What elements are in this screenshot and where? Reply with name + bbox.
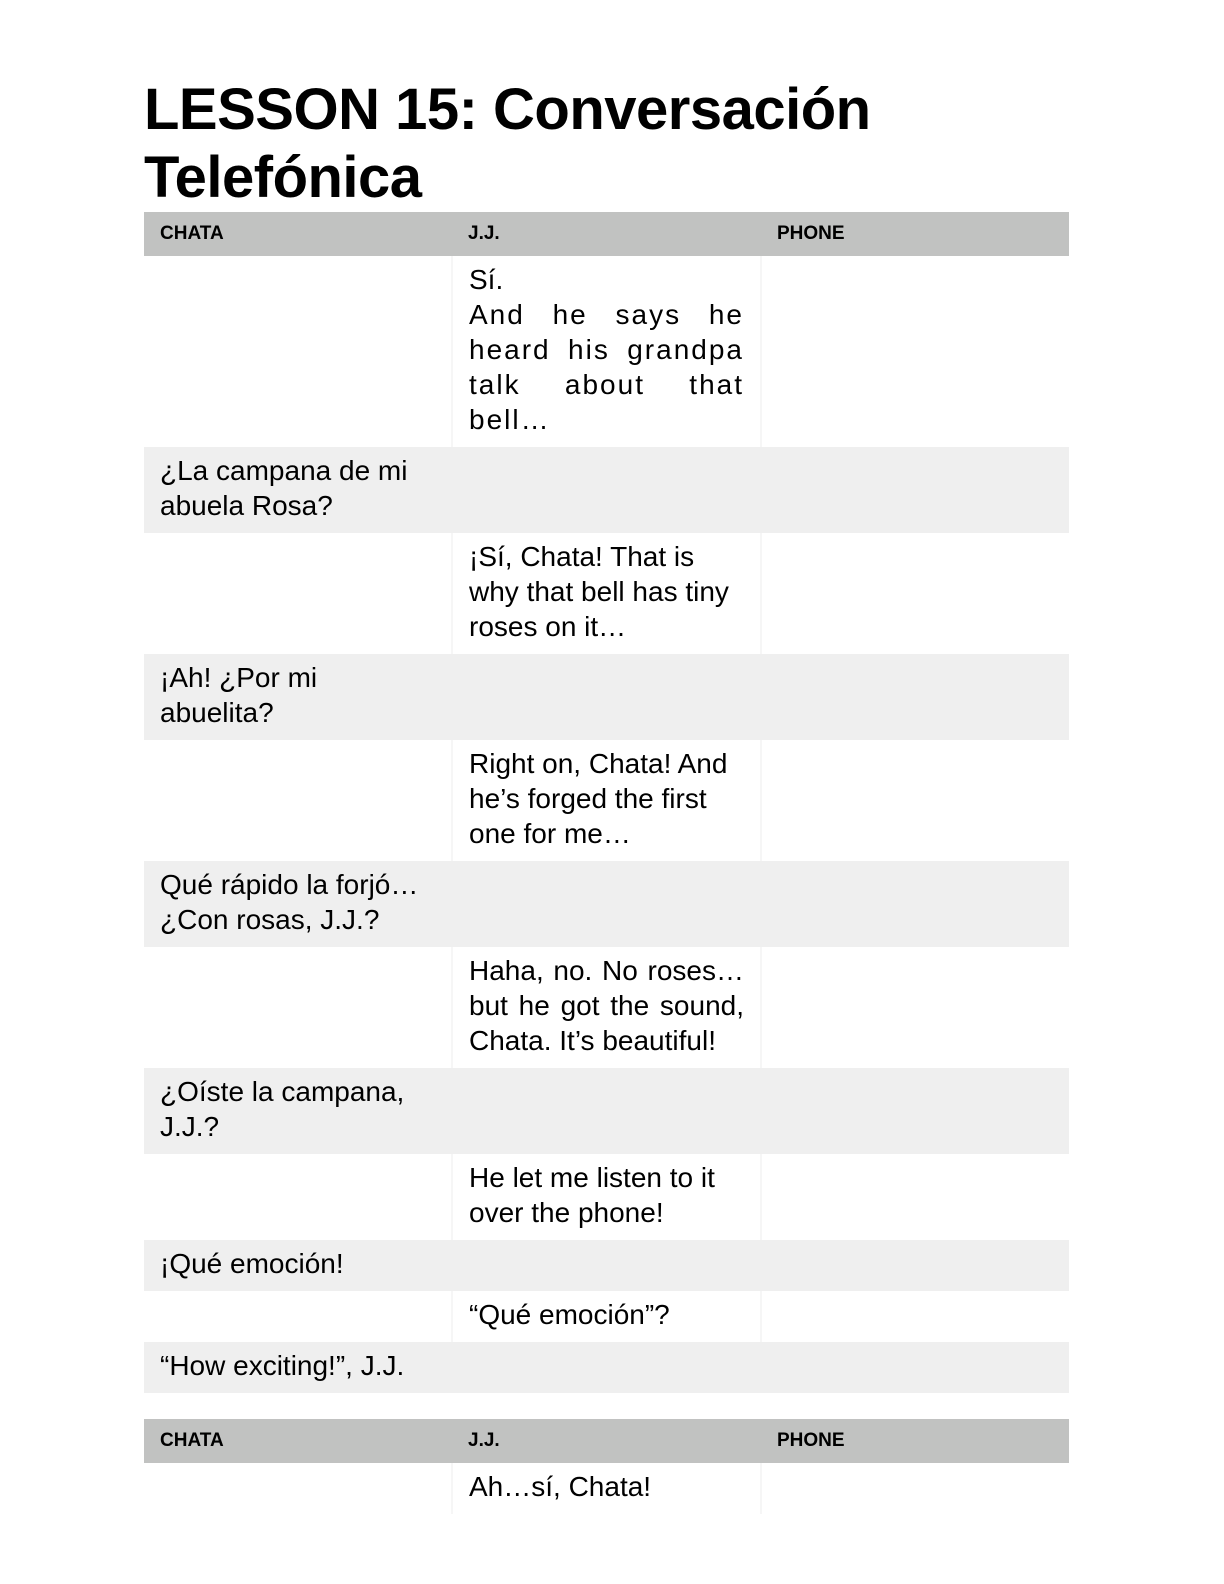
- phone-cell: [761, 256, 1069, 447]
- phone-cell: [761, 533, 1069, 654]
- dialogue-table: [144, 212, 1069, 1393]
- phone-cell: [761, 1463, 1069, 1514]
- lesson-page: [144, 76, 1069, 1514]
- jj-cell: ¡Sí, Chata! That is why that bell has tiny roses on it…: [452, 533, 761, 654]
- table-row: [144, 1240, 1069, 1291]
- jj-cell: [452, 1342, 761, 1393]
- chata-cell: ¡Ah! ¿Por mi abuelita?: [144, 654, 452, 740]
- page-title-line2: Telefónica: [144, 145, 422, 210]
- header-phone: PHONE: [761, 212, 1069, 256]
- dialogue-table-continued: [144, 1419, 1069, 1514]
- table-row: [144, 256, 1069, 447]
- header-jj: J.J.: [452, 1419, 761, 1463]
- jj-cell: [452, 861, 761, 947]
- jj-cell: [452, 654, 761, 740]
- chata-cell: [144, 256, 452, 447]
- table-row: [144, 740, 1069, 861]
- header-jj: J.J.: [452, 212, 761, 256]
- header-chata: CHATA: [144, 1419, 452, 1463]
- phone-cell: [761, 861, 1069, 947]
- jj-cell: [452, 1240, 761, 1291]
- phone-cell: [761, 654, 1069, 740]
- table-header-row: [144, 212, 1069, 256]
- table-row: [144, 947, 1069, 1068]
- phone-cell: [761, 1154, 1069, 1240]
- page-title-line1: LESSON 15: Conversación: [144, 77, 871, 142]
- phone-cell: [761, 1240, 1069, 1291]
- phone-cell: [761, 947, 1069, 1068]
- chata-cell: “How exciting!”, J.J.: [144, 1342, 452, 1393]
- jj-cell: He let me listen to it over the phone!: [452, 1154, 761, 1240]
- chata-cell: [144, 740, 452, 861]
- jj-cell-line: Sí.: [469, 264, 504, 295]
- chata-cell: Qué rápido la forjó… ¿Con rosas, J.J.?: [144, 861, 452, 947]
- table-row: [144, 1068, 1069, 1154]
- table-row: [144, 861, 1069, 947]
- header-phone: PHONE: [761, 1419, 1069, 1463]
- jj-cell: “Qué emoción”?: [452, 1291, 761, 1342]
- chata-cell: [144, 1291, 452, 1342]
- jj-cell: Haha, no. No roses… but he got the sound, Chata. It’s beautiful!: [452, 947, 761, 1068]
- table-row: [144, 447, 1069, 533]
- jj-cell-line: And he says he heard his grandpa talk about that bell…: [469, 299, 744, 435]
- table-row: [144, 1463, 1069, 1514]
- phone-cell: [761, 1068, 1069, 1154]
- phone-cell: [761, 1291, 1069, 1342]
- chata-cell: [144, 947, 452, 1068]
- jj-cell: Right on, Chata! And he’s forged the first one for me…: [452, 740, 761, 861]
- chata-cell: ¡Qué emoción!: [144, 1240, 452, 1291]
- table-row: [144, 1342, 1069, 1393]
- header-chata: CHATA: [144, 212, 452, 256]
- jj-cell: Ah…sí, Chata!: [452, 1463, 761, 1514]
- table-row: [144, 654, 1069, 740]
- phone-cell: [761, 740, 1069, 861]
- jj-cell: [452, 447, 761, 533]
- chata-cell: [144, 1154, 452, 1240]
- chata-cell: [144, 1463, 452, 1514]
- table-row: [144, 1291, 1069, 1342]
- page-title: [144, 76, 1069, 212]
- chata-cell: [144, 533, 452, 654]
- jj-cell: [452, 256, 761, 447]
- phone-cell: [761, 1342, 1069, 1393]
- phone-cell: [761, 447, 1069, 533]
- table-row: [144, 533, 1069, 654]
- table-header-row: [144, 1419, 1069, 1463]
- table-row: [144, 1154, 1069, 1240]
- jj-cell: [452, 1068, 761, 1154]
- chata-cell: ¿Oíste la campana, J.J.?: [144, 1068, 452, 1154]
- chata-cell: ¿La campana de mi abuela Rosa?: [144, 447, 452, 533]
